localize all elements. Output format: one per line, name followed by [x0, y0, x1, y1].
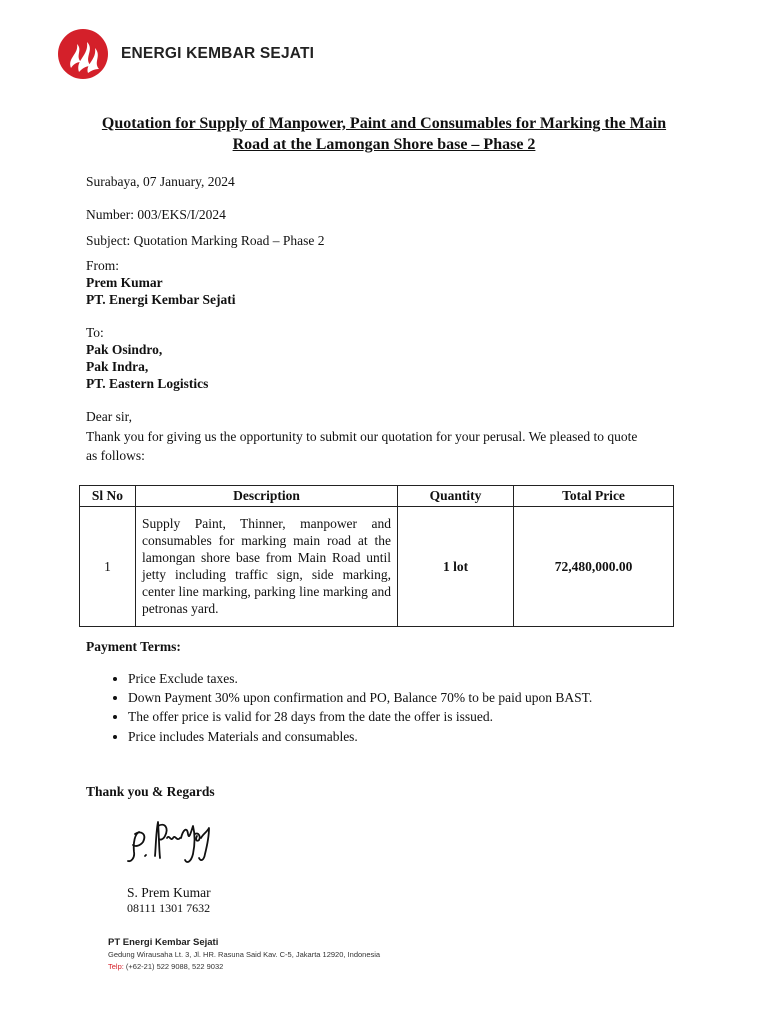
signer-phone: 08111 1301 7632 — [127, 901, 211, 915]
sender-name: Prem Kumar — [86, 275, 163, 290]
document-title — [60, 113, 708, 155]
signer-name: S. Prem Kumar — [127, 885, 211, 900]
quotation-table — [79, 485, 674, 627]
footer-address: Gedung Wirausaha Lt. 3, Jl. HR. Rasuna Said Kav. C-5, Jakarta 12920, Indonesia — [108, 950, 381, 959]
column-header-total-price: Total Price — [514, 486, 674, 507]
table-header-row — [80, 486, 674, 507]
closing-regards: Thank you & Regards — [86, 784, 215, 799]
list-item: • Price includes Materials and consumables. — [128, 728, 592, 745]
from-label: From: — [86, 258, 120, 273]
table-row — [80, 507, 674, 627]
sender-company: PT. Energi Kembar Sejati — [86, 292, 236, 307]
cell-description: Supply Paint, Thinner, manpower and consumables for marking main road at the lamongan shore base from Main Road until jetty including traffic sign, side marking, center line marking, parking line marking and petronas yard. — [136, 507, 398, 627]
column-header-description: Description — [136, 486, 398, 507]
handwritten-signature — [125, 812, 220, 874]
payment-terms-heading: Payment Terms: — [86, 639, 181, 654]
place-date: Surabaya, 07 January, 2024 — [86, 174, 235, 189]
recipient-line: Pak Osindro, — [86, 342, 163, 357]
column-header-quantity: Quantity — [398, 486, 514, 507]
flame-logo-icon — [57, 28, 113, 80]
subject-line: Subject: Quotation Marking Road – Phase 2 — [86, 233, 325, 248]
recipient-company: PT. Eastern Logistics — [86, 376, 209, 391]
to-label: To: — [86, 325, 104, 340]
column-header-sl-no: Sl No — [80, 486, 136, 507]
letterhead-footer — [108, 937, 380, 973]
footer-phone-line — [108, 961, 380, 973]
list-item: • Down Payment 30% upon confirmation and PO, Balance 70% to be paid upon BAST. — [128, 689, 592, 706]
cell-quantity: 1 lot — [398, 507, 514, 627]
intro-text-line-1: Thank you for giving us the opportunity to submit our quotation for your perusal. We pleased to quote — [86, 429, 638, 444]
footer-phone-label: Telp: — [108, 962, 124, 971]
reference-number: Number: 003/EKS/I/2024 — [86, 207, 226, 222]
intro-text-line-2: as follows: — [86, 448, 145, 463]
title-line-1: Quotation for Supply of Manpower, Paint and Consumables for Marking the Main — [101, 115, 667, 132]
title-line-2: Road at the Lamongan Shore base – Phase 2 — [232, 136, 536, 153]
list-item: • The offer price is valid for 28 days from the date the offer is issued. — [128, 708, 592, 725]
cell-total-price: 72,480,000.00 — [514, 507, 674, 627]
salutation: Dear sir, — [86, 409, 132, 424]
recipient-line: Pak Indra, — [86, 359, 149, 374]
footer-phone-number: (+62-21) 522 9088, 522 9032 — [123, 962, 224, 971]
cell-sl-no: 1 — [80, 507, 136, 627]
company-brand-name: ENERGI KEMBAR SEJATI — [121, 45, 315, 62]
payment-terms-list — [106, 670, 592, 747]
list-item: • Price Exclude taxes. — [128, 670, 592, 687]
footer-company-name: PT Energi Kembar Sejati — [108, 937, 219, 948]
